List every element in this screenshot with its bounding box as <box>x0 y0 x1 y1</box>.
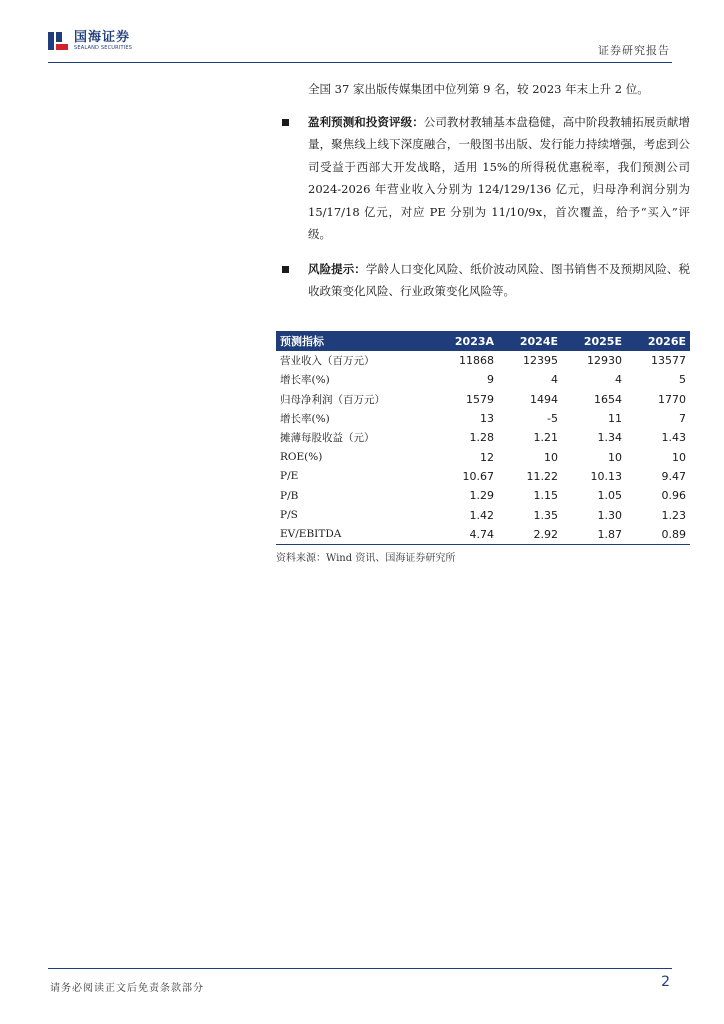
table-cell: 1.34 <box>597 431 622 445</box>
table-cell: 9 <box>487 373 495 387</box>
table-cell: 4 <box>614 373 622 387</box>
table-cell: 7 <box>679 412 686 426</box>
table-cell: 13577 <box>651 354 686 368</box>
table-cell: 2.92 <box>498 525 562 545</box>
forecast-table <box>276 331 690 545</box>
table-cell: 11.22 <box>526 469 559 483</box>
forecast-text: 公司教材教辅基本盘稳健，高中阶段教辅拓展贡献增量，聚焦线上线下深度融合，一般图书出版、发行能力持续增强，考虑到公司受益于西部大开发战略，适用 15%的所得税优惠税率，我们预测公司 2024-2026 年营业收入分别为 124/129/136 亿元，归母净利润分别为 15/17/18 亿元，对应 PE 分别为 11/10/9x，首次覆盖，给予“买入”评级。 <box>308 114 690 241</box>
risk-paragraph <box>270 258 690 303</box>
table-row <box>276 370 690 389</box>
table-cell: 10 <box>672 450 686 464</box>
row-label-cell: 归母净利润（百万元） <box>280 393 385 406</box>
table-cell: 5 <box>679 373 686 387</box>
table-cell: 1579 <box>466 392 495 406</box>
table-cell: 1654 <box>593 392 622 406</box>
table-row <box>276 525 690 545</box>
table-cell: 10 <box>607 450 622 464</box>
table-cell: 11868 <box>459 354 495 368</box>
risk-section <box>270 258 690 303</box>
logo-name: 国海证券 <box>74 29 131 45</box>
forecast-paragraph <box>270 111 690 246</box>
page-footer <box>48 968 672 994</box>
table-header-row <box>276 331 690 351</box>
logo-english-name: SEALAND SECURITIES <box>74 44 133 51</box>
table-cell: 4.74 <box>433 525 498 545</box>
table-source: 资料来源：Wind 资讯、国海证券研究所 <box>276 552 456 564</box>
table-cell: 1.05 <box>597 489 622 503</box>
row-label-cell: 营业收入（百万元） <box>280 355 375 368</box>
bullet-square-icon <box>282 266 289 273</box>
logo-icon <box>48 30 70 52</box>
column-header: 2025E <box>562 331 626 351</box>
table-cell: 12395 <box>523 354 559 368</box>
column-header: 2026E <box>626 331 690 351</box>
table-cell: 10.67 <box>462 469 495 483</box>
table-cell: 1494 <box>530 392 559 406</box>
table-cell: 0.96 <box>661 489 686 503</box>
bullet-square-icon <box>282 119 289 126</box>
table-cell: 1.21 <box>533 431 559 445</box>
table-cell: 1.35 <box>533 508 559 522</box>
company-logo <box>48 30 132 52</box>
column-header: 预测指标 <box>276 331 433 351</box>
table-row <box>276 390 690 409</box>
column-header: 2023A <box>433 331 498 351</box>
table-cell: 12 <box>480 450 495 464</box>
table-row <box>276 467 690 486</box>
table-cell: 1.15 <box>533 489 559 503</box>
table-cell: 1.30 <box>597 508 622 522</box>
row-label-cell: P/B <box>280 489 299 502</box>
risk-text: 学龄人口变化风险、纸价波动风险、图书销售不及预期风险、税收政策变化风险、行业政策变化风险等。 <box>308 261 690 298</box>
table-cell: 9.47 <box>661 469 686 483</box>
forecast-section <box>270 111 690 246</box>
table-cell: 4 <box>551 373 559 387</box>
report-type: 证券研究报告 <box>598 44 670 57</box>
table-row <box>276 351 690 370</box>
table-cell: -5 <box>547 412 559 426</box>
table-cell: 13 <box>480 412 495 426</box>
table-cell: 1.87 <box>562 525 626 545</box>
intro-paragraph: 全国 37 家出版传媒集团中位列第 9 名，较 2023 年末上升 2 位。 <box>308 82 649 96</box>
table-cell: 12930 <box>586 354 622 368</box>
risk-label: 风险提示： <box>308 261 366 276</box>
page-header <box>48 30 672 63</box>
disclaimer-note: 请务必阅读正文后免责条款部分 <box>50 983 204 994</box>
forecast-table-section <box>276 331 690 564</box>
column-header: 2024E <box>498 331 562 351</box>
table-row <box>276 447 690 466</box>
row-label-cell: P/E <box>280 470 299 483</box>
page-number: 2 <box>661 974 670 990</box>
table-cell: 10 <box>544 450 559 464</box>
table-cell: 1770 <box>658 392 686 406</box>
table-cell: 1.42 <box>469 508 495 522</box>
table-cell: 1.23 <box>661 508 686 522</box>
row-label-cell: 摊薄每股收益（元） <box>280 432 375 445</box>
table-row <box>276 486 690 505</box>
forecast-label: 盈利预测和投资评级： <box>308 114 424 129</box>
table-row <box>276 505 690 524</box>
row-label-cell: EV/EBITDA <box>276 525 433 545</box>
report-body <box>270 78 690 303</box>
table-cell: 1.29 <box>469 489 495 503</box>
row-label-cell: ROE(%) <box>280 451 323 464</box>
table-cell: 10.13 <box>590 469 622 483</box>
table-cell: 11 <box>607 412 622 426</box>
table-row <box>276 428 690 447</box>
row-label-cell: 增长率(%) <box>280 413 330 426</box>
table-row <box>276 409 690 428</box>
table-cell: 0.89 <box>626 525 690 545</box>
row-label-cell: 增长率(%) <box>280 374 330 387</box>
row-label-cell: P/S <box>280 509 298 522</box>
table-cell: 1.28 <box>469 431 495 445</box>
table-cell: 1.43 <box>661 431 686 445</box>
